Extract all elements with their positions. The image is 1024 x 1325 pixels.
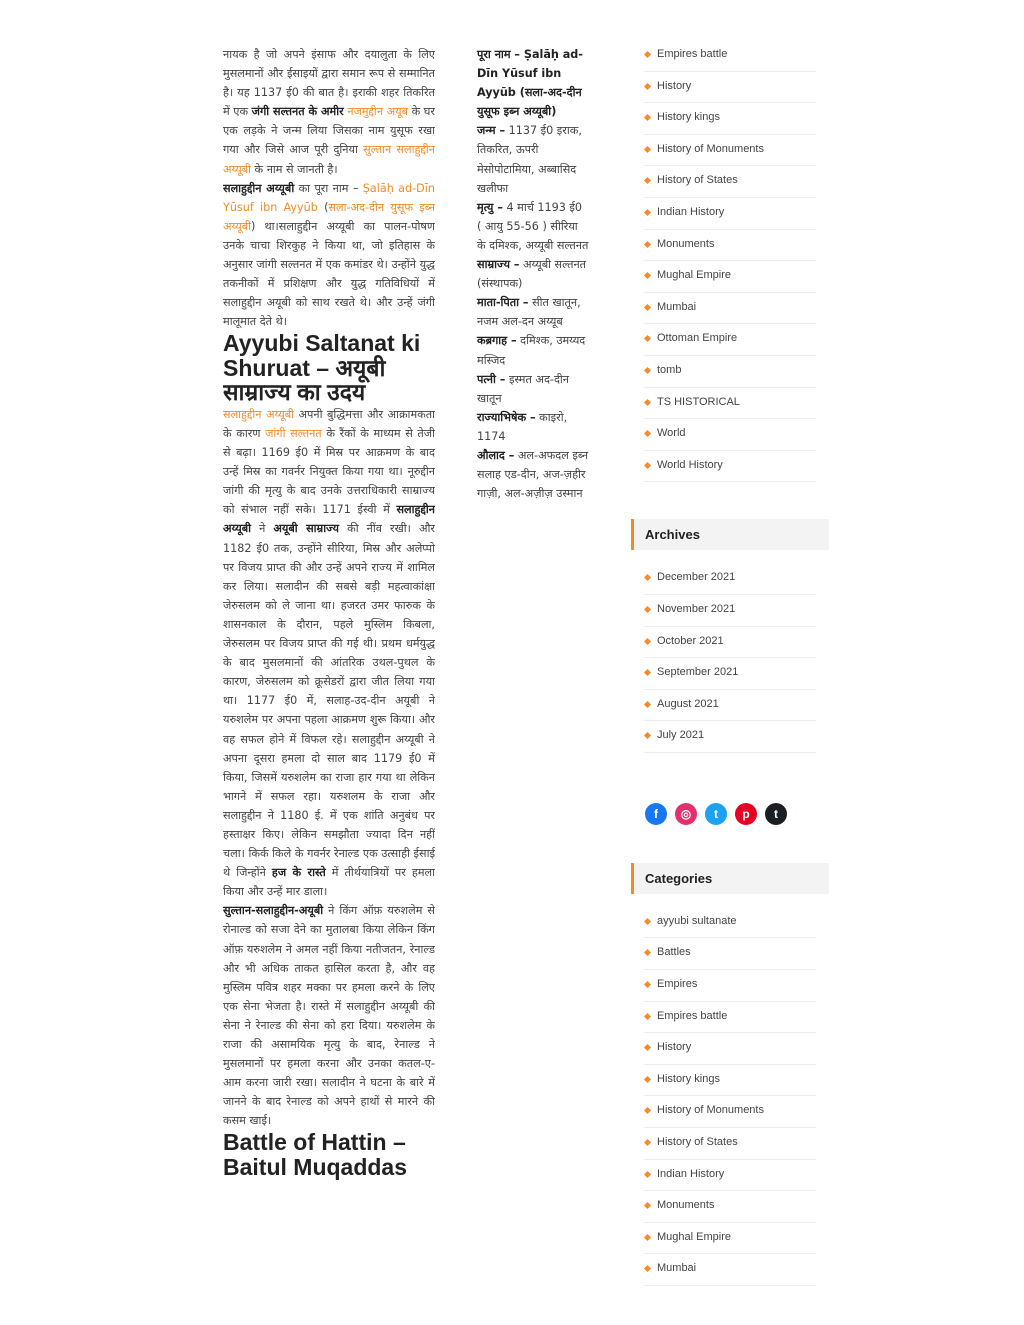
bold-text: अयूबी साम्राज्य — [273, 522, 340, 536]
infobox-row — [477, 198, 589, 255]
bold-text: सलाहुद्दीन अय्यूबी — [223, 181, 295, 195]
category-link[interactable]: tomb — [644, 356, 816, 388]
text-run: ( — [317, 200, 329, 214]
text-run: काइरो, 1174 — [477, 410, 568, 443]
archive-link[interactable]: July 2021 — [644, 721, 816, 753]
article-paragraph — [223, 901, 435, 1130]
infobox-row — [477, 121, 589, 197]
text-run: इस्मत अद-दीन खातून — [477, 372, 569, 405]
text-run: दमिश्क, उमय्यद मस्जिद — [477, 334, 586, 367]
category-link[interactable]: Empires battle — [644, 40, 816, 72]
social-links — [645, 803, 829, 825]
section-heading: Ayyubi Saltanat ki Shuruat – अयूबी साम्राज्य का उदय — [223, 330, 421, 406]
text-run: की नींव रखी। और 1182 ई0 तक, उन्होंने सीरिया, मिस्र और अलेप्पो पर विजय प्राप्त की और उन्हें अपने राज्य में शामिल कर लिया। सलादीन की सबसे बड़ी महत्वाकांक्षा जेरुसलम को ले जाना था। हजरत उमर फारुक के शासनकाल के दौरान, पहले मुस्लिम किबला, जेरुसलम पर विजय प्राप्त की गई थी। प्रथम धर्मयुद्ध के बाद मुसलमानों की आंतरिक उथल-पुथल के कारण, जेरुसलम को क्रूसेडरों द्वारा जीत लिया गया था। 1177 ई0 में, सलाह-उद-दीन अयूबी ने यरुशलेम पर अपना पहला आक्रमण शुरू किया। और वह सफल होने में विफल रहे। सलाहुद्दीन अय्यूबी ने अपना दूसरा हमला दो साल बाद 1179 ई0 में किया, जिसमें यरुशलेम का राजा हार गया था लेकिन भागने में सफल रहा। यरुशलम के राजा और सलाहुद्दीन ने 1180 ई. में एक शांति अनुबंध पर हस्ताक्षर किए। लेकिन समझौता ज्यादा दिन नहीं चला। किर्क किले के गवर्नर रेनाल्ड एक उत्साही ईसाई थे जिन्होंने — [223, 522, 435, 880]
text-run: अपनी बुद्धिमत्ता और आक्रामकता के कारण — [223, 407, 435, 440]
article-link[interactable]: सलाहुद्दीन अय्यूबी — [223, 407, 294, 421]
category-link[interactable]: History — [644, 1033, 816, 1065]
category-link[interactable]: History kings — [644, 1065, 816, 1097]
category-link[interactable]: Ottoman Empire — [644, 324, 816, 356]
infobox-row — [477, 446, 589, 503]
sidebar — [631, 40, 829, 1286]
text-run: अय्यूबी सल्तनत (संस्थापक) — [477, 258, 587, 291]
article-paragraph — [223, 405, 435, 901]
category-link[interactable]: Mughal Empire — [644, 1223, 816, 1255]
bold-text: पत्नी – — [477, 372, 506, 386]
text-run: 1137 ई0 इराक, तिकरित, ऊपरी मेसोपोटामिया, अब्बासिद खलीफा — [477, 124, 582, 195]
article-link[interactable]: सुल्तान सलाहुद्दीन अय्यूबी — [223, 143, 435, 176]
category-link[interactable]: History of States — [644, 166, 816, 198]
category-link[interactable]: History of Monuments — [644, 1096, 816, 1128]
text-run: ने — [251, 522, 274, 536]
category-link[interactable]: History — [644, 72, 816, 104]
text-run: का पूरा नाम – — [294, 181, 363, 195]
article-paragraph — [223, 45, 435, 179]
bold-text: साम्राज्य – — [477, 258, 520, 272]
bold-text: सुल्तान-सलाहुद्दीन-अयूबी — [223, 904, 324, 918]
category-link[interactable]: History kings — [644, 103, 816, 135]
infobox-row — [477, 408, 589, 446]
bold-text: कब्रगाह – — [477, 334, 517, 348]
archives-title: Archives — [631, 519, 829, 550]
article-link[interactable]: सला-अद-दीन युसूफ इब्न अय्यूबी — [223, 200, 435, 233]
text-run: के रैंकों के माध्यम से तेजी से बढ़ा। 1169 ई0 में मिस्र पर आक्रमण के बाद उन्हें मिस्र का गवर्नर नियुक्त किया गया था। नूरुद्दीन जांगी की मृत्यु के बाद उनके उत्तराधिकारी साम्राज्य को संभाल नहीं सके। 1171 ईस्वी में — [223, 427, 435, 517]
category-link[interactable]: Battles — [644, 938, 816, 970]
pinterest-icon[interactable]: p — [735, 803, 757, 825]
text-run: सीत खातून, नजम अल-दन अय्यूब — [477, 296, 581, 329]
category-link[interactable]: Mumbai — [644, 293, 816, 325]
article-link[interactable]: Ṣalāḥ ad-Dīn Yūsuf ibn Ayyūb — [223, 181, 435, 214]
category-link[interactable]: Indian History — [644, 1160, 816, 1192]
section-heading: Battle of Hattin – Baitul Muqaddas — [223, 1129, 408, 1180]
category-link[interactable]: TS HISTORICAL — [644, 388, 816, 420]
article-link[interactable]: जांगी सल्तनत — [265, 427, 322, 440]
bold-text: हज के रास्ते — [271, 866, 326, 880]
category-link[interactable]: Monuments — [644, 230, 816, 262]
bold-text: पूरा नाम – Ṣalāḥ ad-Dīn Yūsuf ibn Ayyūb (सला-अद-दीन युसूफ इब्न अय्यूबी) — [477, 48, 583, 119]
archive-link[interactable]: November 2021 — [644, 595, 816, 627]
bold-text: राज्याभिषेक – — [477, 410, 536, 424]
twitter-icon[interactable]: t — [705, 803, 727, 825]
category-link[interactable]: World — [644, 419, 816, 451]
category-link[interactable]: History of Monuments — [644, 135, 816, 167]
bold-text: जंगी सल्तनत के अमीर — [251, 105, 344, 119]
category-link[interactable]: Empires — [644, 970, 816, 1002]
article-link[interactable]: नजमुद्दीन अयूब — [347, 105, 409, 119]
infobox-row — [477, 255, 589, 293]
text-run: के नाम से जानती है। — [251, 162, 338, 176]
category-link[interactable]: World History — [644, 451, 816, 483]
text-run: नायक है जो अपने इंसाफ और दयालुता के लिए मुसलमानों और ईसाइयों द्वारा समान रूप से सम्मानित है। यह 1137 ई0 की बात है। इराकी शहर तिकरित में एक — [223, 48, 435, 119]
infobox-row — [477, 331, 589, 369]
bold-text: सलाहुद्दीन अय्यूबी — [223, 503, 435, 536]
infobox-row — [477, 45, 589, 121]
bold-text: जन्म – — [477, 124, 506, 138]
text-run: अल-अफदल इब्न सलाह एड-दीन, अज-ज़हीर गाज़ी, अल-अज़ीज़ उस्मान — [477, 448, 589, 501]
bold-text: औलाद – — [477, 448, 515, 462]
category-link[interactable]: History of States — [644, 1128, 816, 1160]
category-link[interactable]: Mumbai — [644, 1254, 816, 1286]
archive-link[interactable]: September 2021 — [644, 658, 816, 690]
text-run: ने किंग ऑफ़ यरुशलेम से रोनाल्ड को सजा देने का मुतालबा किया लेकिन किंग ऑफ़ यरुशलेम ने अमल नहीं किया नतीजतन, रेनाल्ड और भी अधिक ताकत हासिल करता है, और वह मुस्लिम पवित्र शहर मक्का पर हमला करने के लिए एक सेना भेजता है। रास्ते में सलाहुद्दीन अय्यूबी की सेना ने रेनाल्ड की सेना को हरा दिया। यरुशलेम के राजा की असामयिक मृत्यु के बाद, रेनाल्ड ने मुसलमानों पर हमला करना और उनका कतल-ए-आम करना जारी रखा। सलादीन ने घटना के बारे में जानने के बाद रेनाल्ड को अपने हाथों से मारने की कसम खाई। — [223, 904, 435, 1128]
bold-text: माता-पिता – — [477, 296, 529, 310]
article-paragraph — [223, 179, 435, 332]
category-link[interactable]: Monuments — [644, 1191, 816, 1223]
infobox-row — [477, 293, 589, 331]
infobox — [477, 45, 589, 503]
text-run: में तीर्थयात्रियों पर हमला किया और उन्हें मार डाला। — [223, 866, 435, 899]
text-run: 4 मार्च 1193 ई0 ( आयु 55-56 ) सीरिया के दमिश्क, अय्यूबी सल्तनत — [477, 200, 589, 252]
archives-list — [644, 563, 816, 753]
archive-link[interactable]: October 2021 — [644, 627, 816, 659]
archive-link[interactable]: August 2021 — [644, 690, 816, 722]
instagram-icon[interactable]: ◎ — [675, 803, 697, 825]
archive-link[interactable]: December 2021 — [644, 563, 816, 595]
text-run: के घर एक लड़के ने जन्म लिया जिसका नाम युसूफ रखा गया और जिसे आज पूरी दुनिया — [223, 105, 435, 157]
category-link[interactable]: Empires battle — [644, 1002, 816, 1034]
categories-list — [644, 907, 816, 1286]
article-body — [223, 45, 435, 1277]
category-list — [644, 40, 816, 482]
category-link[interactable]: Indian History — [644, 198, 816, 230]
text-run: ) था।सलाहुद्दीन अय्यूबी का पालन-पोषण उनके चाचा शिरकुह ने किया था, जो इतिहास के अनुसार जांगी सल्तनत में एक कमांडर थे। उन्होंने युद्ध तकनीकों में प्रशिक्षण और युद्ध गतिविधियों में सलाहुद्दीन अयूबी को साथ रखते थे। और उन्हें जंगी मालूमात देते थे। — [223, 219, 435, 329]
category-link[interactable]: ayyubi sultanate — [644, 907, 816, 939]
category-link[interactable]: Mughal Empire — [644, 261, 816, 293]
tumblr-icon[interactable]: t — [765, 803, 787, 825]
bold-text: मृत्यु – — [477, 200, 503, 214]
infobox-row — [477, 370, 589, 408]
categories-title: Categories — [631, 863, 829, 894]
facebook-icon[interactable]: f — [645, 803, 667, 825]
